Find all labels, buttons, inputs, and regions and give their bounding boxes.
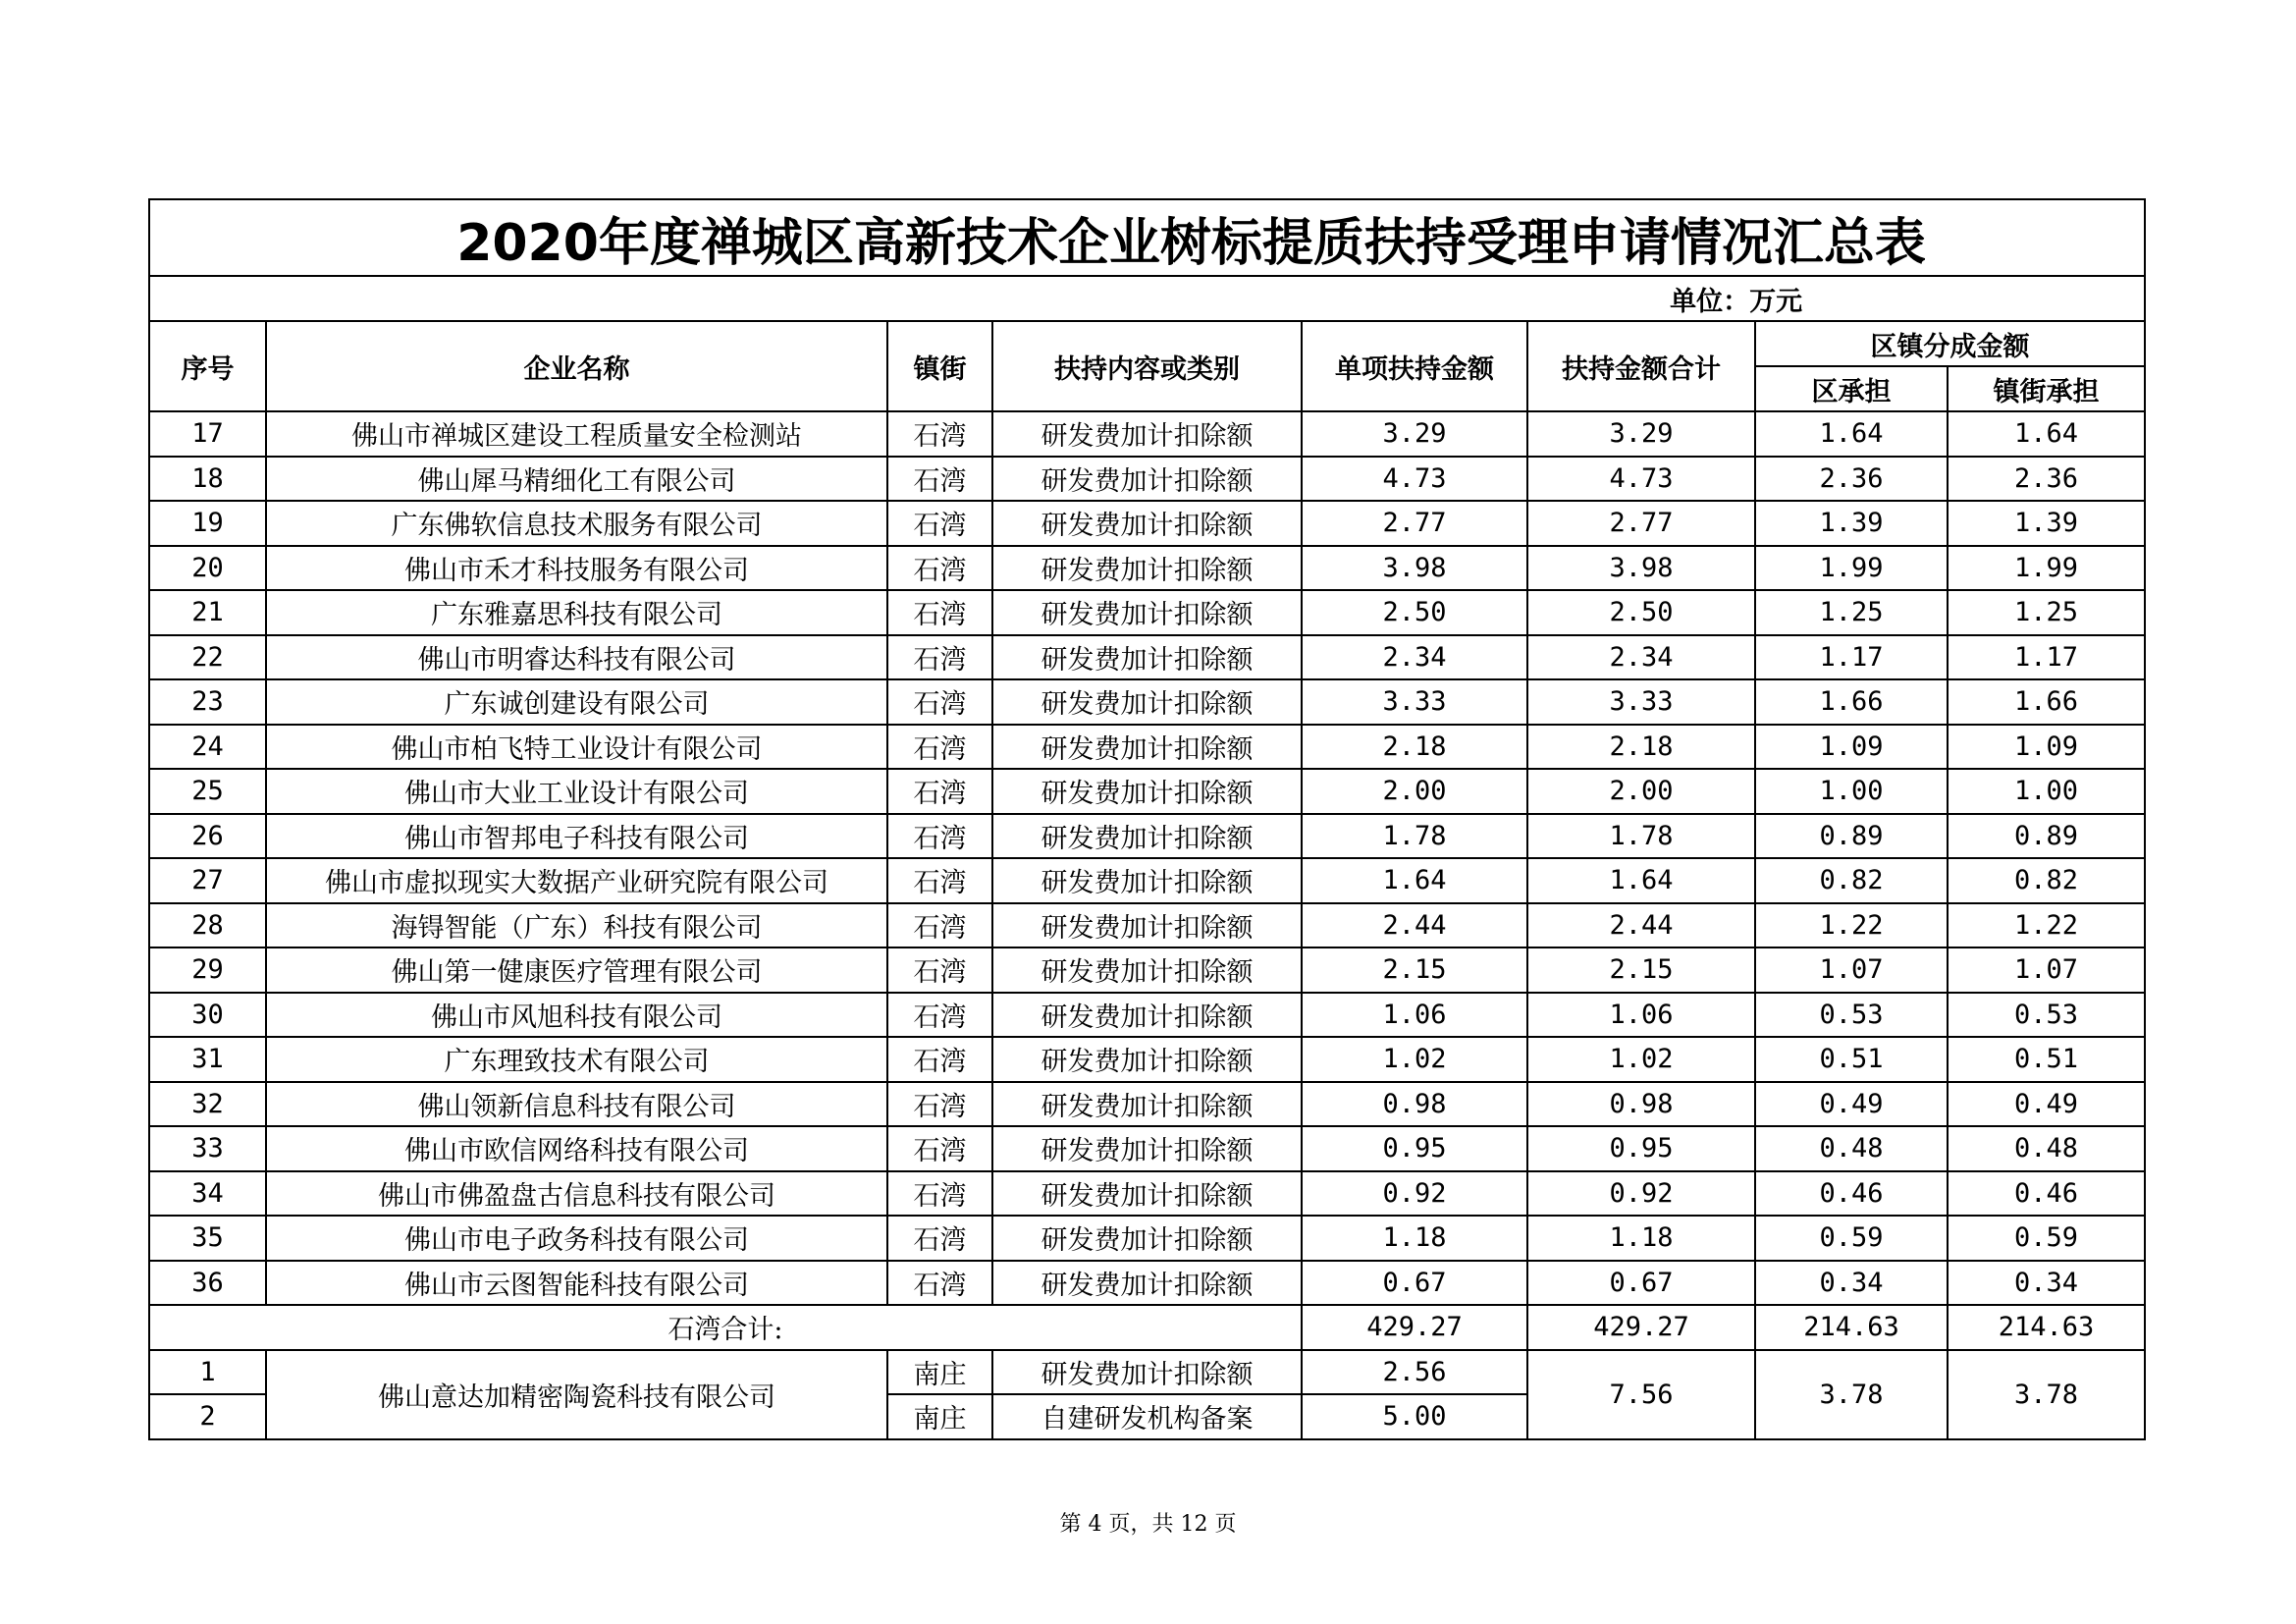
table-row	[149, 769, 2145, 814]
cell-district: 0.46	[1755, 1171, 1948, 1217]
table-row	[149, 590, 2145, 635]
cell-company: 佛山市柏飞特工业设计有限公司	[266, 725, 887, 770]
subtotal-single: 429.27	[1302, 1305, 1527, 1350]
table-row	[149, 1037, 2145, 1082]
header-total-amount: 扶持金额合计	[1527, 321, 1755, 411]
table-row	[149, 457, 2145, 502]
cell-seq: 18	[149, 457, 266, 502]
cell-company: 广东雅嘉思科技有限公司	[266, 590, 887, 635]
cell-content: 研发费加计扣除额	[992, 457, 1302, 502]
cell-town-share: 0.89	[1948, 814, 2145, 859]
cell-town-share: 1.07	[1948, 947, 2145, 993]
unit-label: 单位：万元	[149, 276, 2145, 321]
cell-town: 石湾	[887, 1037, 992, 1082]
cell-town: 石湾	[887, 725, 992, 770]
cell-total: 0.92	[1527, 1171, 1755, 1217]
cell-district: 1.64	[1755, 411, 1948, 457]
cell-company: 佛山领新信息科技有限公司	[266, 1082, 887, 1127]
cell-town-share: 1.66	[1948, 679, 2145, 725]
cell-single: 0.95	[1302, 1126, 1527, 1171]
cell-total: 3.33	[1527, 679, 1755, 725]
cell-seq: 27	[149, 858, 266, 903]
cell-district: 1.00	[1755, 769, 1948, 814]
cell-seq: 25	[149, 769, 266, 814]
cell-company: 广东佛软信息技术服务有限公司	[266, 501, 887, 546]
cell-single: 0.98	[1302, 1082, 1527, 1127]
cell-district: 1.99	[1755, 546, 1948, 591]
table-row	[149, 1261, 2145, 1306]
table-row	[149, 947, 2145, 993]
cell-town: 石湾	[887, 1261, 992, 1306]
cell-total: 3.98	[1527, 546, 1755, 591]
table-row	[149, 814, 2145, 859]
cell-content: 研发费加计扣除额	[992, 1350, 1302, 1395]
cell-single: 2.00	[1302, 769, 1527, 814]
cell-content: 自建研发机构备案	[992, 1394, 1302, 1439]
cell-company: 佛山市电子政务科技有限公司	[266, 1216, 887, 1261]
cell-seq: 30	[149, 993, 266, 1038]
cell-town-share: 1.25	[1948, 590, 2145, 635]
cell-town: 石湾	[887, 411, 992, 457]
subtotal-town-share: 214.63	[1948, 1305, 2145, 1350]
cell-town: 石湾	[887, 546, 992, 591]
cell-district: 1.07	[1755, 947, 1948, 993]
table-title-text: 2020年度禅城区高新技术企业树标提质扶持受理申请情况汇总表	[456, 213, 1926, 273]
cell-town: 石湾	[887, 903, 992, 948]
cell-town-share: 1.00	[1948, 769, 2145, 814]
cell-single: 1.06	[1302, 993, 1527, 1038]
summary-sheet	[148, 198, 2144, 1440]
cell-town-share: 0.59	[1948, 1216, 2145, 1261]
cell-district: 0.48	[1755, 1126, 1948, 1171]
cell-district: 2.36	[1755, 457, 1948, 502]
cell-single: 2.18	[1302, 725, 1527, 770]
header-town: 镇街	[887, 321, 992, 411]
cell-content: 研发费加计扣除额	[992, 635, 1302, 680]
cell-town-share: 0.82	[1948, 858, 2145, 903]
cell-town-share: 1.09	[1948, 725, 2145, 770]
table-row	[149, 679, 2145, 725]
summary-table	[148, 198, 2146, 1440]
cell-total: 1.64	[1527, 858, 1755, 903]
cell-seq: 20	[149, 546, 266, 591]
cell-company: 佛山意达加精密陶瓷科技有限公司	[266, 1350, 887, 1439]
table-row	[149, 858, 2145, 903]
cell-company: 佛山市虚拟现实大数据产业研究院有限公司	[266, 858, 887, 903]
subtotal-label: 石湾合计:	[149, 1305, 1302, 1350]
cell-town: 石湾	[887, 858, 992, 903]
cell-town: 石湾	[887, 814, 992, 859]
cell-district: 0.89	[1755, 814, 1948, 859]
cell-content: 研发费加计扣除额	[992, 411, 1302, 457]
cell-total: 7.56	[1527, 1350, 1755, 1439]
cell-company: 佛山第一健康医疗管理有限公司	[266, 947, 887, 993]
cell-company: 广东诚创建设有限公司	[266, 679, 887, 725]
cell-town: 南庄	[887, 1350, 992, 1395]
cell-content: 研发费加计扣除额	[992, 1171, 1302, 1217]
cell-total: 1.18	[1527, 1216, 1755, 1261]
cell-content: 研发费加计扣除额	[992, 814, 1302, 859]
cell-total: 2.50	[1527, 590, 1755, 635]
cell-town-share: 0.46	[1948, 1171, 2145, 1217]
cell-single: 4.73	[1302, 457, 1527, 502]
table-row	[149, 903, 2145, 948]
cell-town: 石湾	[887, 501, 992, 546]
cell-town-share: 1.99	[1948, 546, 2145, 591]
header-content: 扶持内容或类别	[992, 321, 1302, 411]
cell-company: 广东理致技术有限公司	[266, 1037, 887, 1082]
cell-district: 1.66	[1755, 679, 1948, 725]
cell-town: 石湾	[887, 635, 992, 680]
cell-single: 2.15	[1302, 947, 1527, 993]
cell-content: 研发费加计扣除额	[992, 858, 1302, 903]
cell-single: 5.00	[1302, 1394, 1527, 1439]
cell-single: 3.33	[1302, 679, 1527, 725]
table-row	[149, 1171, 2145, 1217]
cell-content: 研发费加计扣除额	[992, 993, 1302, 1038]
cell-seq: 32	[149, 1082, 266, 1127]
cell-single: 1.78	[1302, 814, 1527, 859]
cell-total: 1.06	[1527, 993, 1755, 1038]
cell-single: 1.18	[1302, 1216, 1527, 1261]
cell-single: 1.02	[1302, 1037, 1527, 1082]
cell-town-share: 3.78	[1948, 1350, 2145, 1439]
cell-town: 石湾	[887, 769, 992, 814]
cell-total: 0.67	[1527, 1261, 1755, 1306]
cell-seq: 24	[149, 725, 266, 770]
cell-single: 0.67	[1302, 1261, 1527, 1306]
cell-town-share: 1.64	[1948, 411, 2145, 457]
table-row	[149, 635, 2145, 680]
cell-total: 2.44	[1527, 903, 1755, 948]
cell-company: 佛山市明睿达科技有限公司	[266, 635, 887, 680]
cell-content: 研发费加计扣除额	[992, 501, 1302, 546]
table-row	[149, 993, 2145, 1038]
cell-content: 研发费加计扣除额	[992, 769, 1302, 814]
cell-district: 1.25	[1755, 590, 1948, 635]
cell-total: 1.78	[1527, 814, 1755, 859]
table-row	[149, 725, 2145, 770]
cell-single: 2.34	[1302, 635, 1527, 680]
cell-seq: 34	[149, 1171, 266, 1217]
cell-town-share: 2.36	[1948, 457, 2145, 502]
cell-total: 2.00	[1527, 769, 1755, 814]
cell-company: 佛山市禾才科技服务有限公司	[266, 546, 887, 591]
cell-town-share: 0.53	[1948, 993, 2145, 1038]
cell-content: 研发费加计扣除额	[992, 546, 1302, 591]
cell-seq: 1	[149, 1350, 266, 1395]
cell-seq: 22	[149, 635, 266, 680]
cell-town-share: 0.51	[1948, 1037, 2145, 1082]
cell-total: 4.73	[1527, 457, 1755, 502]
cell-content: 研发费加计扣除额	[992, 903, 1302, 948]
cell-seq: 33	[149, 1126, 266, 1171]
cell-seq: 29	[149, 947, 266, 993]
header-seq: 序号	[149, 321, 266, 411]
table-title	[149, 199, 2145, 276]
cell-town-share: 1.17	[1948, 635, 2145, 680]
table-row	[149, 1216, 2145, 1261]
cell-total: 2.18	[1527, 725, 1755, 770]
table-row	[149, 501, 2145, 546]
cell-content: 研发费加计扣除额	[992, 1082, 1302, 1127]
cell-single: 2.56	[1302, 1350, 1527, 1395]
cell-seq: 28	[149, 903, 266, 948]
table-row	[149, 546, 2145, 591]
header-single-amount: 单项扶持金额	[1302, 321, 1527, 411]
table-row	[149, 1350, 2145, 1395]
cell-town: 石湾	[887, 1126, 992, 1171]
cell-district: 0.34	[1755, 1261, 1948, 1306]
cell-content: 研发费加计扣除额	[992, 1037, 1302, 1082]
cell-town-share: 0.49	[1948, 1082, 2145, 1127]
cell-company: 佛山市大业工业设计有限公司	[266, 769, 887, 814]
cell-district: 1.17	[1755, 635, 1948, 680]
cell-content: 研发费加计扣除额	[992, 590, 1302, 635]
cell-content: 研发费加计扣除额	[992, 725, 1302, 770]
table-body	[149, 411, 2145, 1439]
cell-content: 研发费加计扣除额	[992, 1216, 1302, 1261]
table-row	[149, 411, 2145, 457]
cell-seq: 31	[149, 1037, 266, 1082]
cell-town-share: 0.48	[1948, 1126, 2145, 1171]
header-company: 企业名称	[266, 321, 887, 411]
cell-town-share: 1.22	[1948, 903, 2145, 948]
cell-total: 3.29	[1527, 411, 1755, 457]
header-split-group: 区镇分成金额	[1755, 321, 2145, 366]
cell-single: 3.29	[1302, 411, 1527, 457]
header-district: 区承担	[1755, 366, 1948, 411]
cell-seq: 26	[149, 814, 266, 859]
cell-district: 0.59	[1755, 1216, 1948, 1261]
cell-seq: 35	[149, 1216, 266, 1261]
cell-town: 石湾	[887, 947, 992, 993]
cell-seq: 21	[149, 590, 266, 635]
cell-single: 0.92	[1302, 1171, 1527, 1217]
cell-district: 0.49	[1755, 1082, 1948, 1127]
cell-seq: 17	[149, 411, 266, 457]
cell-town-share: 1.39	[1948, 501, 2145, 546]
cell-district: 1.09	[1755, 725, 1948, 770]
cell-district: 1.39	[1755, 501, 1948, 546]
cell-total: 2.34	[1527, 635, 1755, 680]
cell-town: 南庄	[887, 1394, 992, 1439]
cell-town: 石湾	[887, 1082, 992, 1127]
cell-single: 2.50	[1302, 590, 1527, 635]
cell-total: 0.95	[1527, 1126, 1755, 1171]
cell-town: 石湾	[887, 679, 992, 725]
cell-town: 石湾	[887, 590, 992, 635]
cell-district: 0.53	[1755, 993, 1948, 1038]
cell-town: 石湾	[887, 1171, 992, 1217]
cell-town: 石湾	[887, 457, 992, 502]
cell-total: 2.15	[1527, 947, 1755, 993]
cell-content: 研发费加计扣除额	[992, 947, 1302, 993]
page-footer: 第 4 页，共 12 页	[1059, 1512, 1237, 1537]
cell-single: 2.44	[1302, 903, 1527, 948]
subtotal-row	[149, 1305, 2145, 1350]
cell-content: 研发费加计扣除额	[992, 1126, 1302, 1171]
cell-seq: 36	[149, 1261, 266, 1306]
cell-total: 2.77	[1527, 501, 1755, 546]
cell-company: 佛山市佛盈盘古信息科技有限公司	[266, 1171, 887, 1217]
cell-district: 0.51	[1755, 1037, 1948, 1082]
cell-content: 研发费加计扣除额	[992, 679, 1302, 725]
cell-seq: 19	[149, 501, 266, 546]
subtotal-district: 214.63	[1755, 1305, 1948, 1350]
cell-total: 0.98	[1527, 1082, 1755, 1127]
cell-company: 佛山市欧信网络科技有限公司	[266, 1126, 887, 1171]
cell-seq: 2	[149, 1394, 266, 1439]
cell-company: 佛山市风旭科技有限公司	[266, 993, 887, 1038]
cell-town: 石湾	[887, 1216, 992, 1261]
cell-seq: 23	[149, 679, 266, 725]
cell-single: 2.77	[1302, 501, 1527, 546]
cell-town-share: 0.34	[1948, 1261, 2145, 1306]
cell-company: 佛山市云图智能科技有限公司	[266, 1261, 887, 1306]
table-row	[149, 1126, 2145, 1171]
cell-district: 0.82	[1755, 858, 1948, 903]
header-town-share: 镇街承担	[1948, 366, 2145, 411]
cell-total: 1.02	[1527, 1037, 1755, 1082]
cell-town: 石湾	[887, 993, 992, 1038]
cell-company: 佛山市禅城区建设工程质量安全检测站	[266, 411, 887, 457]
cell-single: 1.64	[1302, 858, 1527, 903]
cell-single: 3.98	[1302, 546, 1527, 591]
table-row	[149, 1082, 2145, 1127]
subtotal-total: 429.27	[1527, 1305, 1755, 1350]
cell-company: 佛山市智邦电子科技有限公司	[266, 814, 887, 859]
cell-district: 3.78	[1755, 1350, 1948, 1439]
cell-district: 1.22	[1755, 903, 1948, 948]
cell-company: 海锝智能（广东）科技有限公司	[266, 903, 887, 948]
cell-content: 研发费加计扣除额	[992, 1261, 1302, 1306]
cell-company: 佛山犀马精细化工有限公司	[266, 457, 887, 502]
